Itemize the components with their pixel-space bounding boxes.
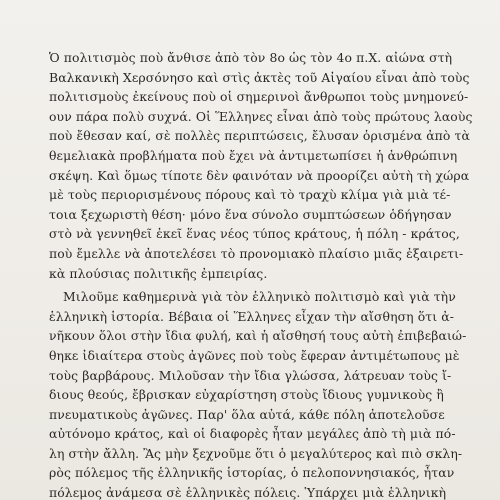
text-line: λη στὴν ἄλλη. Ἂς μὴν ξεχνοῦμε ὅτι ὁ μεγαλύτερος καὶ πιὸ σκλη- [49, 445, 463, 461]
text-line: θεμελιακὰ προβλήματα ποὺ ἔχει νὰ ἀντιμετωπίσει ἡ ἀνθρώπινη [49, 147, 458, 163]
text-line: ουν πάρα πολὺ συχνά. Οἱ Ἕλληνες εἶναι ἀπὸ τοὺς πρώτους λαοὺς [49, 108, 473, 124]
text-line: κὰ πλούσιας πολιτικῆς ἐμπειρίας. [49, 265, 268, 281]
text-line: ρὸς πόλεμος τῆς ἑλληνικῆς ἱστορίας, ὁ πελοποννησιακός, ἦταν [49, 465, 455, 481]
text-line: ἑλληνικὴ ἱστορία. Βέβαια οἱ Ἕλληνες εἶχαν τὴν αἴσθηση ὅτι ἀ- [49, 308, 454, 324]
text-line: Ὁ πολιτισμὸς ποὺ ἄνθισε ἀπὸ τὸν 8ο ὡς τὸν 4ο π.Χ. αἰώνα στὴ [49, 50, 453, 65]
text-line: θηκε ἰδιαίτερα στοὺς ἀγῶνες ποὺ τοὺς ἔφεραν ἀντιμέτωπους μὲ [49, 347, 460, 363]
text-line: τοὺς βαρβάρους. Μιλοῦσαν τὴν ἴδια γλώσσα, λάτρευαν τοὺς ἴ- [49, 367, 452, 383]
text-line: Βαλκανικὴ Χερσόνησο καὶ στὶς ἀκτὲς τοῦ Αἰγαίου εἶναι ἀπὸ τοὺς [49, 69, 470, 85]
text-line: νῆκουν ὅλοι στὴν ἴδια φυλή, καὶ ἡ αἴσθησή τους αὐτὴ ἐπιβεβαιώ- [49, 328, 467, 344]
text-line: ποὺ ἔμελλε νὰ ἀποτελέσει τὸ προνομιακὸ πλαίσιο μιᾶς ἐξαιρετι- [49, 245, 464, 261]
body-text [49, 48, 474, 500]
text-line: αὐτόνομο κράτος, καὶ οἱ διαφορὲς ἦταν μεγάλες ἀπὸ τὴ μιὰ πό- [49, 426, 456, 442]
text-line: μὲ τοὺς περιορισμένους πόρους καὶ τὸ τραχὺ κλίμα γιὰ μιὰ τέ- [49, 187, 451, 203]
text-line: στὸ νὰ γεννηθεῖ ἐκεῖ ἕνας νέος τύπος κράτους, ἡ πόλη - κράτος, [49, 226, 460, 242]
text-line: πνευματικοὺς ἀγῶνες. Παρ' ὅλα αὐτά, κάθε πόλη ἀποτελοῦσε [49, 406, 445, 422]
text-line: πολιτισμοὺς ἐκείνους ποὺ οἱ σημερινοὶ ἄνθρωποι τοὺς μνημονεύ- [49, 89, 469, 105]
text-line: ποὺ ἔθεσαν καί, σὲ πολλὲς περιπτώσεις, ἔλυσαν ὁρισμένα ἀπὸ τὰ [49, 128, 470, 144]
text-line: τοια ξεχωριστὴ θέση· μόνο ἕνα σύνολο συμπτώσεων ὁδήγησαν [49, 206, 452, 222]
text-line: πόλεμος ἀνάμεσα σὲ ἑλληνικὲς πόλεις. Ὑπάρχει μιὰ ἑλληνικὴ [49, 485, 447, 500]
text-line: σκέψη. Καὶ ὅμως τίποτε δὲν φαινόταν νὰ προορίζει αὐτὴ τὴ χώρα [49, 167, 470, 183]
text-line: διους θεούς, ἔβρισκαν εὐχαρίστηση στοὺς ἴδιους γυμνικοὺς ἢ [49, 387, 444, 403]
text-line: Μιλοῦμε καθημερινὰ γιὰ τὸν ἑλληνικὸ πολιτισμὸ καὶ γιὰ τὴν [63, 289, 456, 305]
